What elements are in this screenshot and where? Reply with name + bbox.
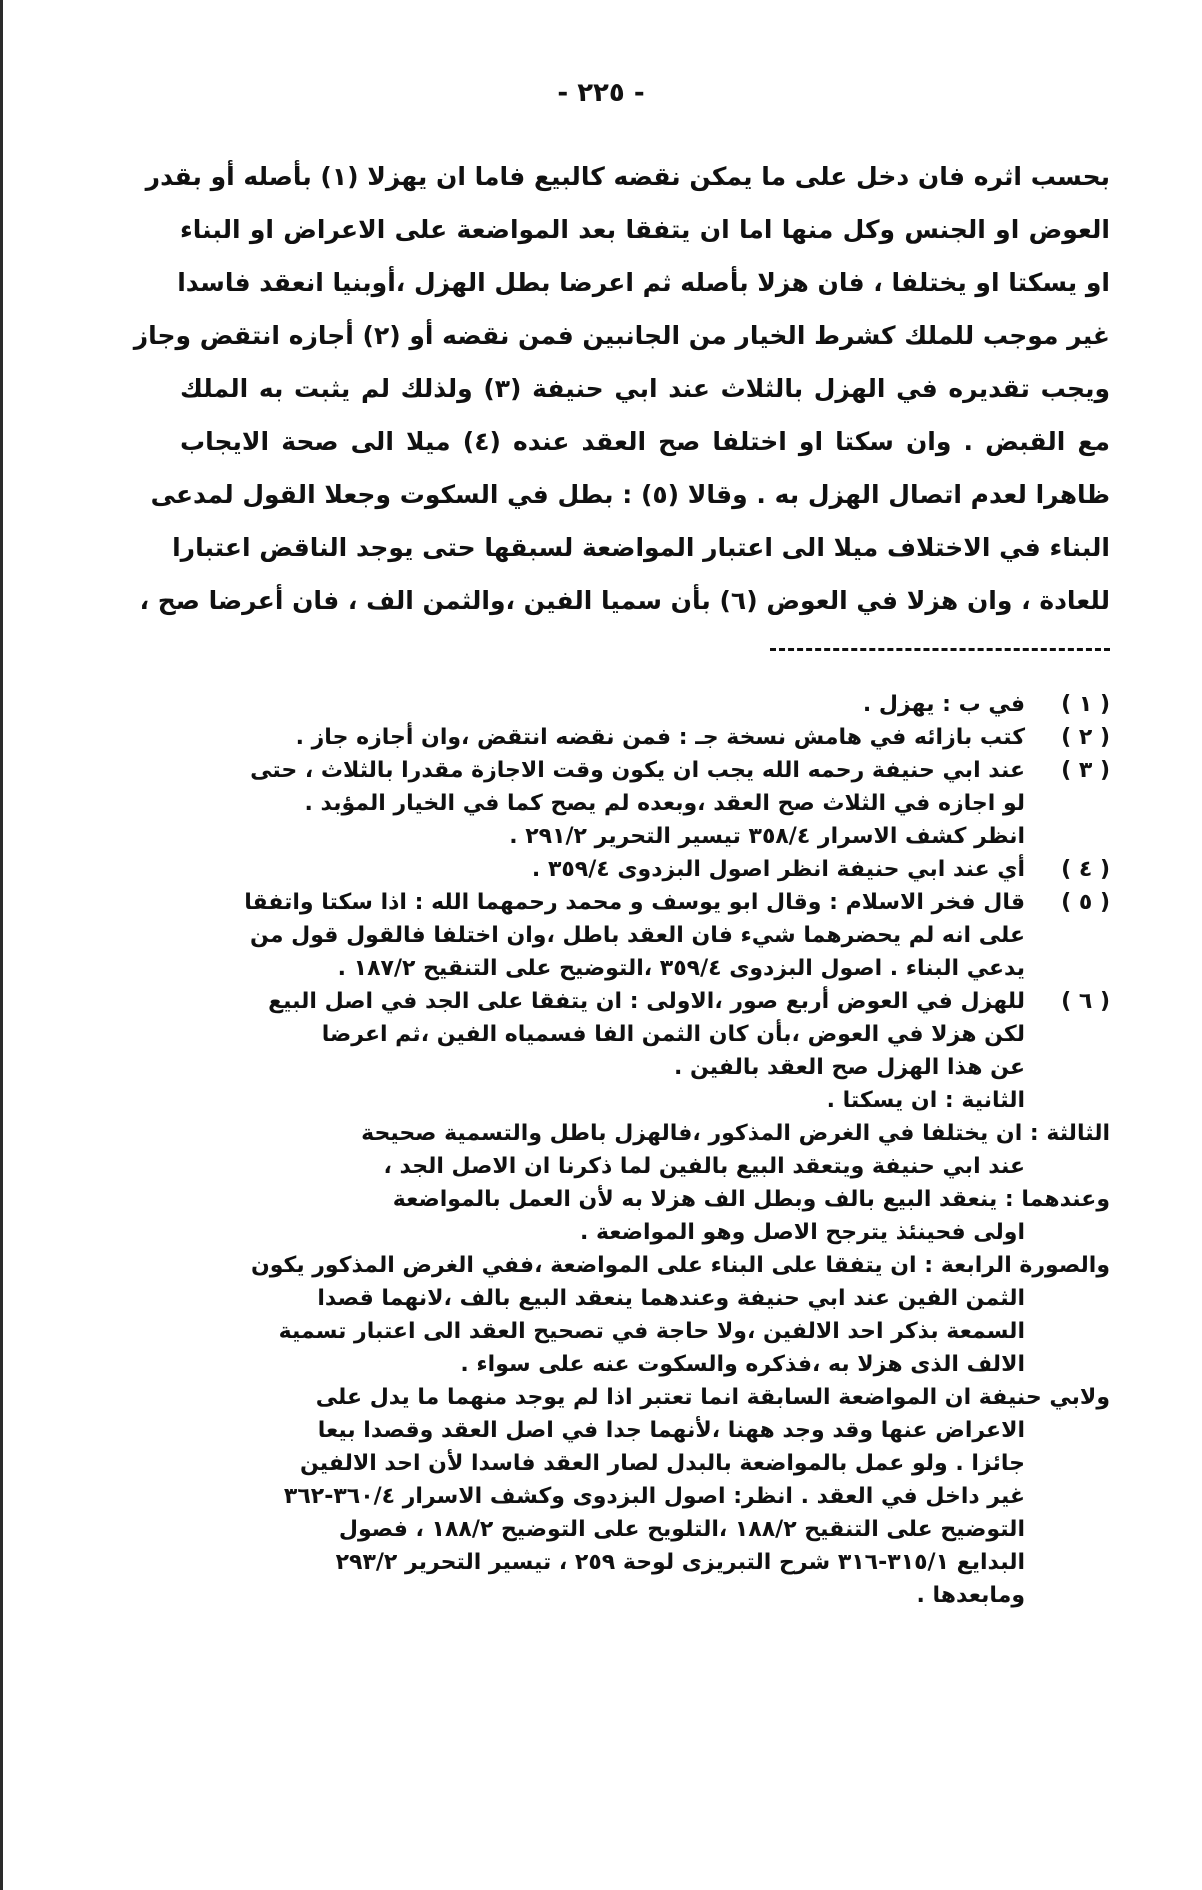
footnote-6-continuation [100, 1084, 1110, 1612]
footnote-line: كتب بازائه في هامش نسخة جـ : فمن نقضه انتقض ،وان أجازه جاز . [295, 725, 1025, 750]
main-text-line: بحسب اثره فان دخل على ما يمكن نقضه كالبيع فاما ان يهزلا (١) بأصله أو بقدر [145, 162, 1110, 191]
footnote-line: البدايع ٣١٥/١-٣١٦ شرح التبريزى لوحة ٢٥٩ ، تيسير التحرير ٢٩٣/٢ [335, 1550, 1025, 1575]
footnote-number: ( ٥ ) [1061, 890, 1110, 915]
footnote-text [100, 721, 1035, 754]
footnote-line: ومابعدها . [916, 1583, 1025, 1608]
footnote-line: أي عند ابي حنيفة انظر اصول البزدوى ٣٥٩/٤ . [531, 857, 1025, 882]
footnote-line: جائزا . ولو عمل بالمواضعة بالبدل لصار العقد فاسدا لأن احد الالفين [299, 1451, 1025, 1476]
footnote-line: عند ابي حنيفة رحمه الله يجب ان يكون وقت الاجازة مقدرا بالثلاث ، حتى [250, 758, 1025, 783]
main-text-line: مع القبض . وان سكتا او اختلفا صح العقد عنده (٤) ميلا الى صحة الايجاب [180, 427, 1110, 456]
footnote-line: التوضيح على التنقيح ١٨٨/٢ ،التلويح على التوضيح ١٨٨/٢ ، فصول [338, 1517, 1025, 1542]
footnote-number: ( ٦ ) [1061, 989, 1110, 1014]
footnote-line: لو اجازه في الثلاث صح العقد ،وبعده لم يصح كما في الخيار المؤبد . [304, 791, 1025, 816]
footnote-line: الثالثة : ان يختلفا في الغرض المذكور ،فالهزل باطل والتسمية صحيحة [361, 1121, 1110, 1146]
footnote-line: عند ابي حنيفة ويتعقد البيع بالفين لما ذكرنا ان الاصل الجد ، [383, 1154, 1025, 1179]
footnote-line: الاعراض عنها وقد وجد ههنا ،لأنهما جدا في اصل العقد وقصدا بيعا [317, 1418, 1025, 1443]
footnote-line: انظر كشف الاسرار ٣٥٨/٤ تيسير التحرير ٢٩١/٢ . [509, 824, 1025, 849]
footnote-line: لكن هزلا في العوض ،بأن كان الثمن الفا فسمياه الفين ،ثم اعرضا [321, 1022, 1025, 1047]
footnote-text [100, 853, 1035, 886]
footnote-line: يدعي البناء . اصول البزدوى ٣٥٩/٤ ،التوضيح على التنقيح ١٨٧/٢ . [337, 956, 1025, 981]
footnote-line: وعندهما : ينعقد البيع بالف وبطل الف هزلا به لأن العمل بالمواضعة [392, 1187, 1110, 1212]
main-text-line: البناء في الاختلاف ميلا الى اعتبار المواضعة لسبقها حتى يوجد الناقض اعتبارا [172, 533, 1110, 562]
footnote-line: ولابي حنيفة ان المواضعة السابقة انما تعتبر اذا لم يوجد منهما ما يدل على [315, 1385, 1110, 1410]
footnote-line: في ب : يهزل . [862, 692, 1025, 717]
footnote-line: الثانية : ان يسكتا . [826, 1088, 1025, 1113]
main-text-body [133, 150, 1111, 627]
main-text-line: ظاهرا لعدم اتصال الهزل به . وقالا (٥) : بطل في السكوت وجعلا القول لمدعى [150, 480, 1110, 509]
footnote-1 [100, 688, 1110, 721]
footnote-4 [100, 853, 1110, 886]
footnotes-section [100, 688, 1110, 1612]
footnote-line: السمعة بذكر احد الالفين ،ولا حاجة في تصحيح العقد الى اعتبار تسمية [278, 1319, 1025, 1344]
page-edge-rule [0, 0, 3, 1890]
footnote-line: للهزل في العوض أربع صور ،الاولى : ان يتفقا على الجد في اصل البيع [268, 989, 1025, 1014]
footnote-line: الثمن الفين عند ابي حنيفة وعندهما ينعقد البيع بالف ،لانهما قصدا [317, 1286, 1025, 1311]
footnote-5 [100, 886, 1110, 985]
main-text-line: او يسكتا او يختلفا ، فان هزلا بأصله ثم اعرضا بطل الهزل ،أوبنيا انعقد فاسدا [177, 268, 1110, 297]
footnote-number: ( ٢ ) [1061, 725, 1110, 750]
main-text-line: العوض او الجنس وكل منها اما ان يتفقا بعد المواضعة على الاعراض او البناء [180, 215, 1110, 244]
main-text-line: ويجب تقديره في الهزل بالثلاث عند ابي حنيفة (٣) ولذلك لم يثبت به الملك [180, 374, 1111, 403]
page-number: - ٢٢٥ - [557, 78, 645, 108]
footnote-line: على انه لم يحضرهما شيء فان العقد باطل ،وان اختلفا فالقول قول من [250, 923, 1025, 948]
footnote-6 [100, 985, 1110, 1084]
main-text-line: غير موجب للملك كشرط الخيار من الجانبين فمن نقضه أو (٢) أجازه انتقض وجاز [133, 321, 1110, 350]
footnote-line: الالف الذى هزلا به ،فذكره والسكوت عنه على سواء . [460, 1352, 1025, 1377]
footnote-number: ( ١ ) [1061, 692, 1110, 717]
footnote-line: عن هذا الهزل صح العقد بالفين . [673, 1055, 1025, 1080]
footnote-separator [770, 648, 1110, 651]
footnote-3 [100, 754, 1110, 853]
footnote-line: والصورة الرابعة : ان يتفقا على البناء على المواضعة ،ففي الغرض المذكور يكون [250, 1253, 1110, 1278]
footnote-2 [100, 721, 1110, 754]
main-text-line: للعادة ، وان هزلا في العوض (٦) بأن سميا الفين ،والثمن الف ، فان أعرضا صح ، [139, 586, 1110, 615]
footnote-line: قال فخر الاسلام : وقال ابو يوسف و محمد رحمهما الله : اذا سكتا واتفقا [244, 890, 1025, 915]
footnote-number: ( ٣ ) [1061, 758, 1110, 783]
footnote-line: غير داخل في العقد . انظر: اصول البزدوى وكشف الاسرار ٣٦٠/٤-٣٦٢ [283, 1484, 1025, 1509]
footnote-text [100, 754, 1035, 853]
footnote-text [100, 688, 1035, 721]
footnote-text [100, 886, 1035, 985]
footnote-line: اولى فحينئذ يترجح الاصل وهو المواضعة . [579, 1220, 1025, 1245]
footnote-text [100, 985, 1035, 1084]
footnote-number: ( ٤ ) [1061, 857, 1110, 882]
